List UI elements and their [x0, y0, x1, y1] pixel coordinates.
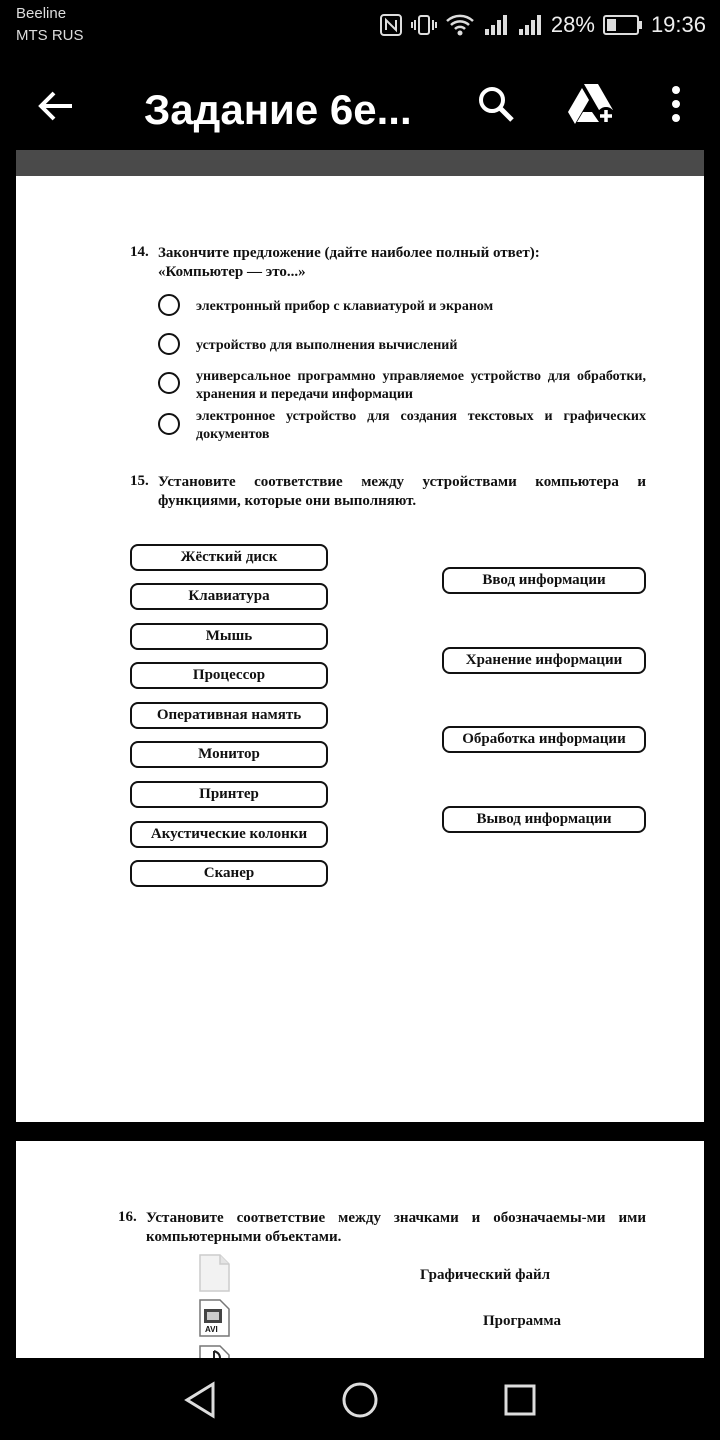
- document-page-2: [16, 1141, 704, 1358]
- option-4-text: электронное устройство для создания текстовых и графических документов: [196, 409, 646, 442]
- document-title: Задание 6е...: [144, 86, 412, 133]
- back-arrow-icon: [36, 86, 76, 126]
- carrier-name-2: MTS RUS: [16, 27, 84, 44]
- audio-file-icon: [198, 1345, 230, 1358]
- device-box[interactable]: Оперативная намять: [130, 702, 328, 729]
- document-page-1: [16, 176, 704, 1122]
- device-box[interactable]: Мышь: [130, 623, 328, 650]
- nav-home-icon: [341, 1381, 379, 1419]
- function-box[interactable]: Хранение информации: [442, 647, 646, 674]
- nav-back-button[interactable]: [172, 1372, 228, 1428]
- question-14-number: 14.: [130, 244, 149, 260]
- device-box[interactable]: Клавиатура: [130, 583, 328, 610]
- add-to-drive-button[interactable]: [564, 78, 620, 130]
- battery-percent: 28%: [550, 12, 595, 37]
- object-label: Программа: [483, 1313, 561, 1329]
- device-box[interactable]: Сканер: [130, 860, 328, 887]
- search-icon: [476, 84, 516, 124]
- function-box[interactable]: Обработка информации: [442, 726, 646, 753]
- device-box[interactable]: Монитор: [130, 741, 328, 768]
- battery-icon: [603, 13, 643, 37]
- device-box[interactable]: Жёсткий диск: [130, 544, 328, 571]
- signal-icon: [517, 13, 543, 37]
- question-14-line-1: Закончите предложение (дайте наиболее полный ответ):: [158, 245, 540, 261]
- carrier-name-1: Beeline: [16, 5, 67, 22]
- blank-file-icon: [198, 1254, 230, 1292]
- clock: 19:36: [650, 12, 706, 37]
- page-separator: [16, 150, 704, 176]
- object-label: Графический файл: [420, 1267, 551, 1283]
- radio-option-2[interactable]: [158, 333, 180, 355]
- device-box[interactable]: Процессор: [130, 662, 328, 689]
- nav-home-button[interactable]: [332, 1372, 388, 1428]
- nav-recents-button[interactable]: [492, 1372, 548, 1428]
- radio-option-4[interactable]: [158, 413, 180, 435]
- avi-label: AVI: [205, 1325, 218, 1334]
- nav-recents-icon: [503, 1383, 537, 1417]
- question-15-text: Установите соответствие между устройствами компьютера и функциями, которые они выполняют.: [158, 474, 646, 509]
- question-14-text: [158, 244, 646, 282]
- device-box[interactable]: Акустические колонки: [130, 821, 328, 848]
- option-2-text: устройство для выполнения вычислений: [196, 338, 458, 353]
- search-button[interactable]: [470, 78, 522, 130]
- function-box[interactable]: Вывод информации: [442, 806, 646, 833]
- device-box[interactable]: Принтер: [130, 781, 328, 808]
- more-vert-icon: [670, 84, 682, 124]
- radio-option-1[interactable]: [158, 294, 180, 316]
- system-navigation-bar: [0, 1358, 720, 1440]
- question-16-number: 16.: [118, 1209, 137, 1225]
- video-file-icon: [198, 1299, 230, 1337]
- question-15-number: 15.: [130, 473, 149, 489]
- drive-add-icon: [568, 82, 616, 126]
- radio-option-3[interactable]: [158, 372, 180, 394]
- option-3-text: универсальное программно управляемое устройство для обработки, хранения и передачи информации: [196, 369, 646, 402]
- status-bar: [0, 0, 720, 56]
- wifi-icon: [445, 13, 475, 37]
- nfc-icon: [379, 13, 403, 37]
- app-bar: [0, 56, 720, 150]
- option-1-text: электронный прибор с клавиатурой и экраном: [196, 299, 494, 314]
- nav-back-icon: [183, 1381, 217, 1419]
- question-16-text: Установите соответствие между значками и обозначаемы-ми ими компьютерными объектами.: [146, 1210, 646, 1245]
- vibrate-icon: [411, 13, 437, 37]
- more-options-button[interactable]: [656, 78, 696, 130]
- document-viewer[interactable]: [0, 150, 720, 1358]
- signal-icon: [483, 13, 509, 37]
- back-button[interactable]: [26, 76, 86, 136]
- function-box[interactable]: Ввод информации: [442, 567, 646, 594]
- question-14-line-2: «Компьютер — это...»: [158, 264, 306, 280]
